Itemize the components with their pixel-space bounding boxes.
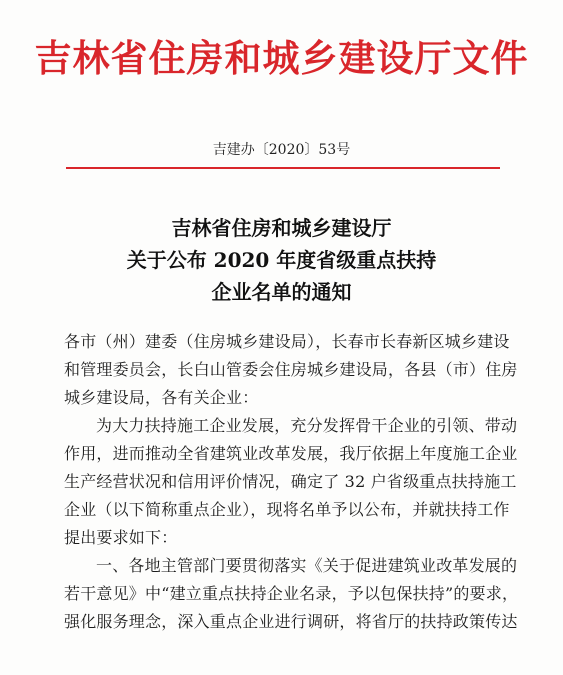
body-line-8: 提出要求如下：	[64, 528, 178, 547]
body-line-3: 城乡建设局，各有关企业：	[64, 388, 259, 407]
body-line-2: 和管理委员会，长白山管委会住房城乡建设局，各县（市）住房	[64, 360, 518, 379]
body-line-7: 企业（以下简称重点企业），现将名单予以公布，并就扶持工作	[64, 500, 510, 519]
body-line-1: 各市（州）建委（住房城乡建设局），长春市长春新区城乡建设	[64, 332, 510, 351]
document-header-title: 吉林省住房和城乡建设厅文件	[34, 36, 529, 80]
red-divider-line	[66, 167, 500, 169]
body-line-9: 一、各地主管部门要贯彻落实《关于促进建筑业改革发展的	[96, 556, 518, 575]
document-number: 吉建办〔2020〕53号	[212, 142, 351, 158]
notice-title-line-1: 吉林省住房和城乡建设厅	[171, 216, 392, 240]
notice-title-line-2: 关于公布 2020 年度省级重点扶持	[126, 248, 437, 272]
body-line-4: 为大力扶持施工企业发展，充分发挥骨干企业的引领、带动	[96, 416, 518, 435]
body-line-11: 强化服务理念，深入重点企业进行调研，将省厅的扶持政策传达	[64, 612, 518, 631]
notice-title-line-3: 企业名单的通知	[211, 280, 352, 304]
body-line-5: 作用，进而推动全省建筑业改革发展，我厅依据上年度施工企业	[64, 444, 518, 463]
body-line-6: 生产经营状况和信用评价情况，确定了 32 户省级重点扶持施工	[64, 472, 517, 491]
body-line-10: 若干意见》中“建立重点扶持企业名录，予以包保扶持”的要求，	[64, 584, 519, 603]
